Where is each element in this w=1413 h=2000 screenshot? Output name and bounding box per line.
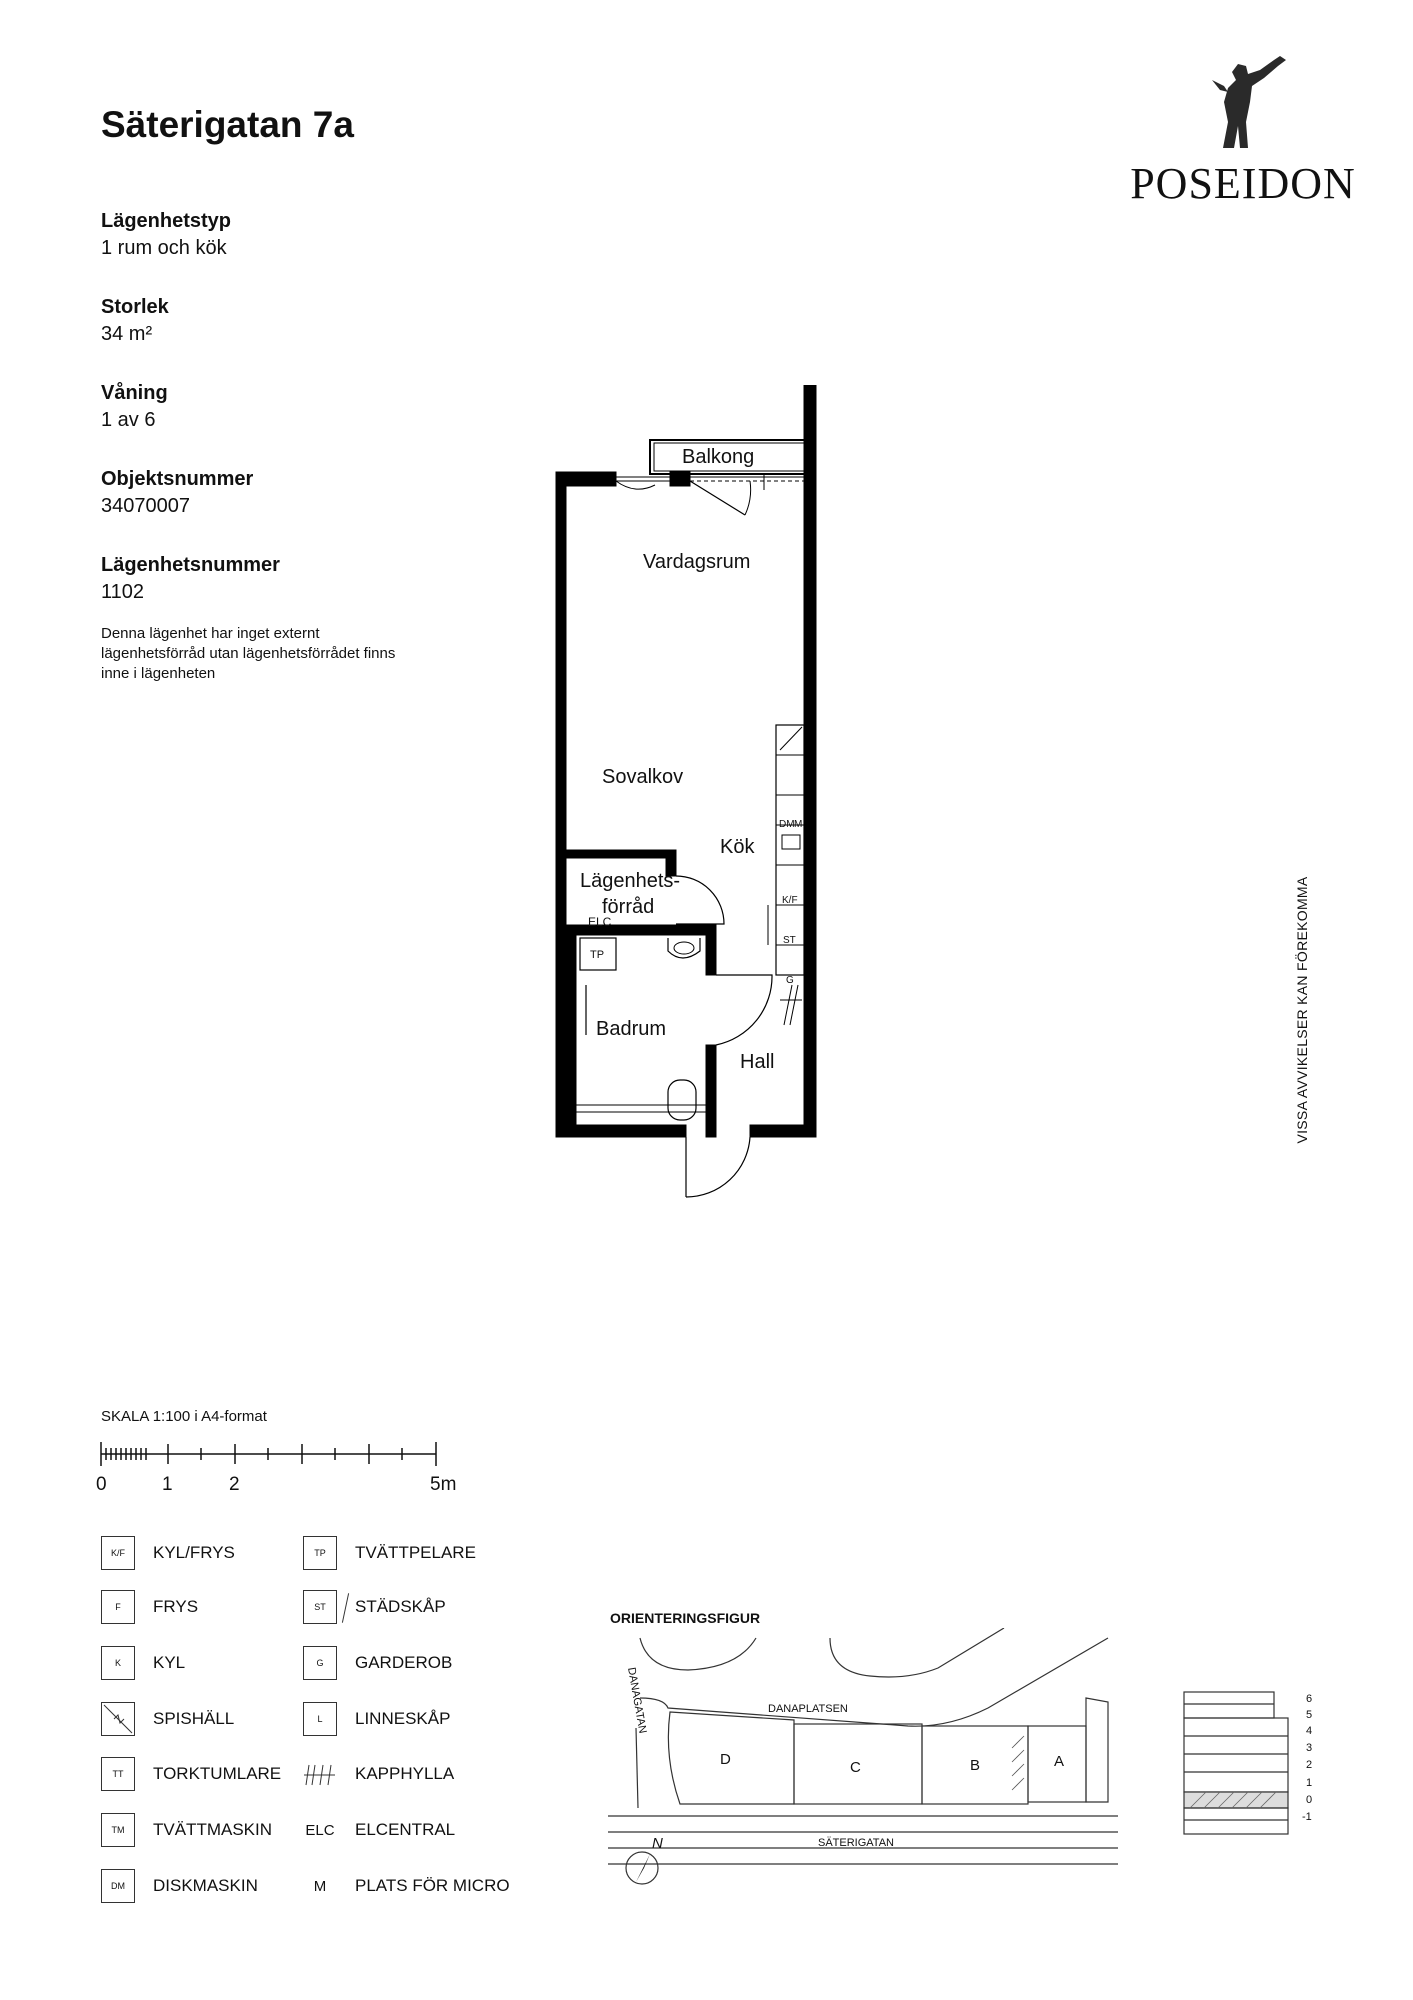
building-label-c: C <box>850 1759 861 1776</box>
page-title: Säterigatan 7a <box>101 104 354 145</box>
info-label: Lägenhetstyp <box>101 210 232 232</box>
legend-label: ELCENTRAL <box>355 1820 456 1839</box>
legend-elcentral <box>303 1812 455 1848</box>
g-label: G <box>786 975 794 986</box>
floor-highlight <box>1184 1792 1288 1808</box>
street-danagatan: DANAGATAN <box>625 1666 649 1735</box>
legend-label: STÄDSKÅP <box>355 1597 446 1616</box>
legend-linneskap <box>303 1701 450 1737</box>
kitchen-sink-icon <box>782 835 800 849</box>
wall-bottom-right <box>750 1125 816 1137</box>
legend-garderob <box>303 1645 452 1681</box>
building-d <box>668 1712 794 1804</box>
info-floor <box>101 380 421 434</box>
dm-symbol: DM <box>101 1869 135 1903</box>
info-apartment-number <box>101 552 421 606</box>
tp-label: TP <box>590 949 605 961</box>
legend-label: DISKMASKIN <box>153 1876 258 1895</box>
building-label-a: A <box>1054 1753 1065 1770</box>
stove-icon <box>101 1702 135 1736</box>
scale-label: 2 <box>229 1474 240 1494</box>
k-symbol: K <box>101 1646 135 1680</box>
legend-label: TORKTUMLARE <box>153 1764 282 1783</box>
st-label: ST <box>783 935 796 946</box>
floor-label: 3 <box>1306 1742 1313 1754</box>
storage-note: Denna lägenhet har inget externt lägenhetsförråd utan lägenhetsförrådet finns inne i lägenheten <box>101 625 396 682</box>
wall-top-left <box>556 472 616 486</box>
legend-kyl <box>101 1645 185 1681</box>
floor-label: 1 <box>1306 1777 1313 1789</box>
legend-spishall <box>101 1701 234 1737</box>
orientation-title: ORIENTERINGSFIGUR <box>610 1610 761 1626</box>
tt-symbol: TT <box>101 1757 135 1791</box>
floor-label: 4 <box>1306 1725 1313 1737</box>
poseidon-figure-icon <box>1128 52 1358 162</box>
room-label-forrad-line1: Lägenhets- <box>580 870 681 892</box>
legend-tvattpelare <box>303 1535 476 1571</box>
wall-left <box>556 472 566 1137</box>
floor-label: 5 <box>1306 1709 1313 1721</box>
building-label-d: D <box>720 1751 731 1768</box>
dm-label: DM <box>779 819 795 830</box>
info-value: 34 m² <box>101 323 153 345</box>
g-symbol: G <box>303 1646 337 1680</box>
kf-label: K/F <box>782 895 798 906</box>
legend-label: PLATS FÖR MICRO <box>355 1876 510 1895</box>
l-symbol: L <box>303 1702 337 1736</box>
legend-label: SPISHÄLL <box>153 1709 235 1728</box>
legend-diskmaskin <box>101 1868 258 1904</box>
legend-label: FRYS <box>153 1597 199 1616</box>
apartment-info <box>101 208 421 638</box>
room-label-hall: Hall <box>740 1051 775 1073</box>
legend-label: KYL/FRYS <box>153 1543 235 1562</box>
floor-indicator <box>1180 1690 1320 1840</box>
scale-label: 1 <box>162 1474 173 1494</box>
m-symbol: M <box>313 1877 327 1895</box>
street-saterigatan: SÄTERIGATAN <box>818 1837 894 1849</box>
room-label-vardagsrum: Vardagsrum <box>643 551 751 573</box>
north-arrow-icon <box>626 1852 658 1884</box>
room-label-balkong: Balkong <box>682 446 755 468</box>
info-size <box>101 294 421 348</box>
tm-symbol: TM <box>101 1813 135 1847</box>
legend-label: KAPPHYLLA <box>355 1764 455 1783</box>
st-symbol: ST <box>303 1590 337 1624</box>
info-value: 34070007 <box>101 495 190 517</box>
sink-icon <box>668 938 700 958</box>
legend-label: TVÄTTPELARE <box>355 1543 476 1562</box>
info-label: Lägenhetsnummer <box>101 554 280 576</box>
legend-micro <box>303 1868 510 1904</box>
room-label-sovalkov: Sovalkov <box>602 766 684 788</box>
legend-frys <box>101 1589 198 1625</box>
road-outline <box>640 1638 756 1670</box>
slash-mark <box>342 1593 349 1623</box>
wall <box>706 925 716 975</box>
floor-block <box>1184 1808 1288 1834</box>
wall-top-mid <box>670 472 690 486</box>
info-value: 1102 <box>101 581 145 603</box>
legend-label: KYL <box>153 1653 186 1672</box>
wall <box>556 925 716 935</box>
orientation-map <box>608 1628 1128 1908</box>
street-danaplatsen: DANAPLATSEN <box>768 1703 848 1715</box>
info-label: Objektsnummer <box>101 468 254 490</box>
legend-label: TVÄTTMASKIN <box>153 1820 273 1839</box>
floor-label: 0 <box>1306 1794 1313 1806</box>
floor-block <box>1184 1692 1274 1718</box>
scale-label: 5m <box>430 1474 457 1494</box>
scale-label: 0 <box>96 1474 107 1494</box>
elc-symbol: ELC <box>305 1821 335 1839</box>
room-label-badrum: Badrum <box>596 1018 667 1040</box>
legend-label: LINNESKÅP <box>355 1709 451 1728</box>
info-label: Våning <box>101 382 168 404</box>
info-value: 1 av 6 <box>101 409 156 431</box>
road-outline <box>640 1638 1108 1726</box>
floorplan <box>540 385 860 1215</box>
legend-torktumlare <box>101 1756 281 1792</box>
legend-label: GARDEROB <box>355 1653 453 1672</box>
room-label-forrad-line2: förråd <box>602 896 655 918</box>
hanger-icon <box>303 1757 337 1791</box>
legend-kyl-frys <box>101 1535 235 1571</box>
logo-text: POSEIDON <box>1130 159 1356 208</box>
poseidon-logo <box>1128 52 1358 208</box>
scale-bar <box>96 1434 476 1494</box>
floor-label: -1 <box>1302 1811 1312 1823</box>
floor-label: 6 <box>1306 1693 1313 1705</box>
wall-bottom-left <box>556 1125 686 1137</box>
toilet-icon <box>668 1080 696 1120</box>
building-label-b: B <box>970 1757 981 1774</box>
info-label: Storlek <box>101 296 169 318</box>
legend-stadskap <box>303 1589 446 1625</box>
info-apartment-type <box>101 208 421 262</box>
legend-kapphylla <box>303 1756 454 1792</box>
info-object-number <box>101 466 421 520</box>
f-symbol: F <box>101 1590 135 1624</box>
wall <box>566 935 576 1125</box>
info-value: 1 rum och kök <box>101 237 227 259</box>
road-outline <box>830 1628 1004 1677</box>
legend-tvattmaskin <box>101 1812 272 1848</box>
floor-block <box>1184 1718 1288 1792</box>
room-label-kok: Kök <box>720 836 755 858</box>
wall <box>556 850 676 858</box>
road-outline <box>636 1728 638 1808</box>
elc-label: ELC <box>588 915 612 929</box>
wall <box>706 1045 716 1137</box>
north-label: N <box>652 1835 663 1852</box>
m-label: M <box>794 819 803 830</box>
kf-symbol: K/F <box>101 1536 135 1570</box>
tp-symbol: TP <box>303 1536 337 1570</box>
floor-label: 2 <box>1306 1759 1313 1771</box>
wall-right <box>804 472 816 1137</box>
disclaimer: VISSA AVVIKELSER KAN FÖREKOMMA <box>1294 876 1310 1144</box>
scale-title: SKALA 1:100 i A4-format <box>101 1408 267 1425</box>
